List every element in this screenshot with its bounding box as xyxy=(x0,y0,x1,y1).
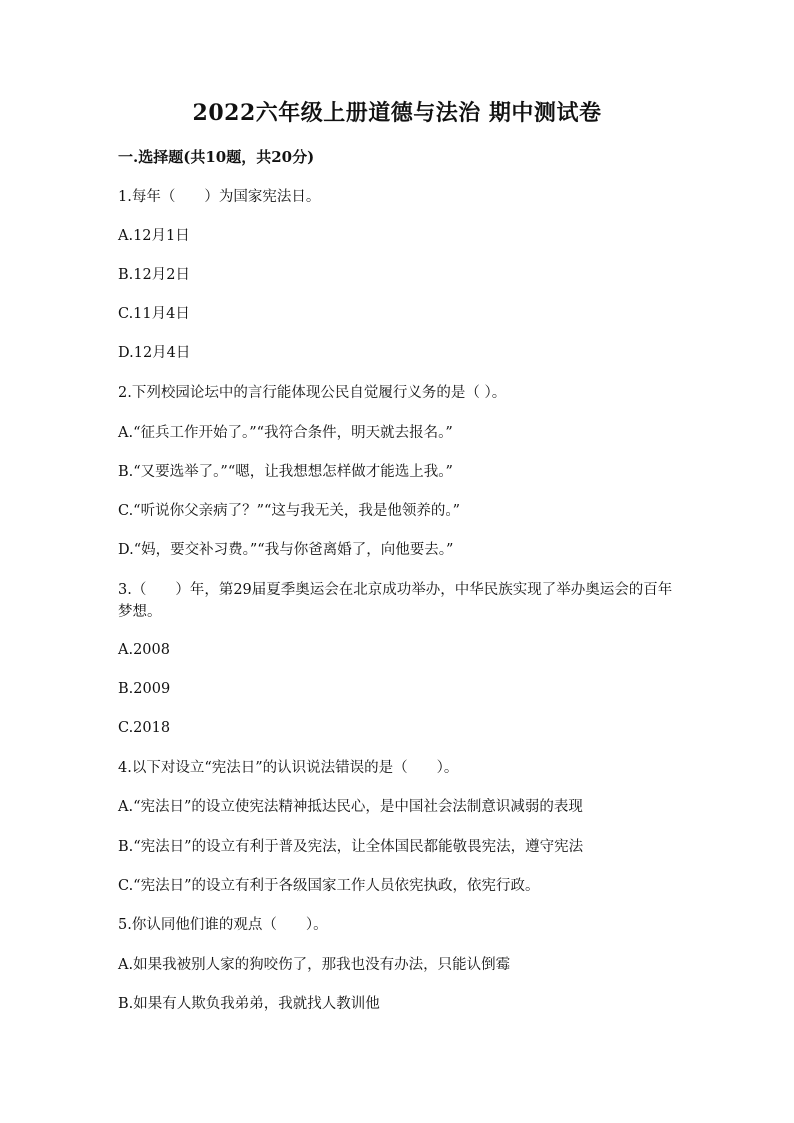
question-5-stem: 5.你认同他们谁的观点（ ）。 xyxy=(118,917,328,933)
question-2-option-d: D.“妈，要交补习费。”“我与你爸离婚了，向他要去。” xyxy=(118,542,454,558)
exam-title: 2022六年级上册道德与法治 期中测试卷 xyxy=(192,100,602,126)
question-4-option-c: C.“宪法日”的设立有利于各级国家工作人员依宪执政，依宪行政。 xyxy=(118,878,540,894)
question-3-stem: 3.（ ）年，第29届夏季奥运会在北京成功举办，中华民族实现了举办奥运会的百年梦想。 xyxy=(118,582,673,620)
question-3-option-c: C.2018 xyxy=(118,720,171,736)
question-5-option-b: B.如果有人欺负我弟弟，我就找人教训他 xyxy=(118,996,380,1012)
question-1-option-c: C.11月4日 xyxy=(118,306,190,322)
question-2-option-c: C.“听说你父亲病了？”“这与我无关，我是他领养的。” xyxy=(118,503,461,519)
question-5-option-a: A.如果我被别人家的狗咬伤了，那我也没有办法，只能认倒霉 xyxy=(118,957,511,973)
section-heading: 一.选择题(共10题，共20分) xyxy=(118,148,315,166)
question-2-stem: 2.下列校园论坛中的言行能体现公民自觉履行义务的是（ ）。 xyxy=(118,385,507,401)
question-1-stem: 1.每年（ ）为国家宪法日。 xyxy=(118,189,321,205)
question-4-option-a: A.“宪法日”的设立使宪法精神抵达民心，是中国社会法制意识减弱的表现 xyxy=(118,799,583,815)
question-1-option-a: A.12月1日 xyxy=(118,228,190,244)
question-3-option-a: A.2008 xyxy=(118,642,170,658)
question-2-option-a: A.“征兵工作开始了。”“我符合条件，明天就去报名。” xyxy=(118,425,453,441)
question-1-option-b: B.12月2日 xyxy=(118,267,190,283)
question-4-option-b: B.“宪法日”的设立有利于普及宪法，让全体国民都能敬畏宪法，遵守宪法 xyxy=(118,839,584,855)
question-3-option-b: B.2009 xyxy=(118,681,171,697)
question-4-stem: 4.以下对设立“宪法日”的认识说法错误的是（ ）。 xyxy=(118,760,459,776)
question-2-option-b: B.“又要选举了。”“嗯，让我想想怎样做才能选上我。” xyxy=(118,464,453,480)
question-1-option-d: D.12月4日 xyxy=(118,345,191,361)
